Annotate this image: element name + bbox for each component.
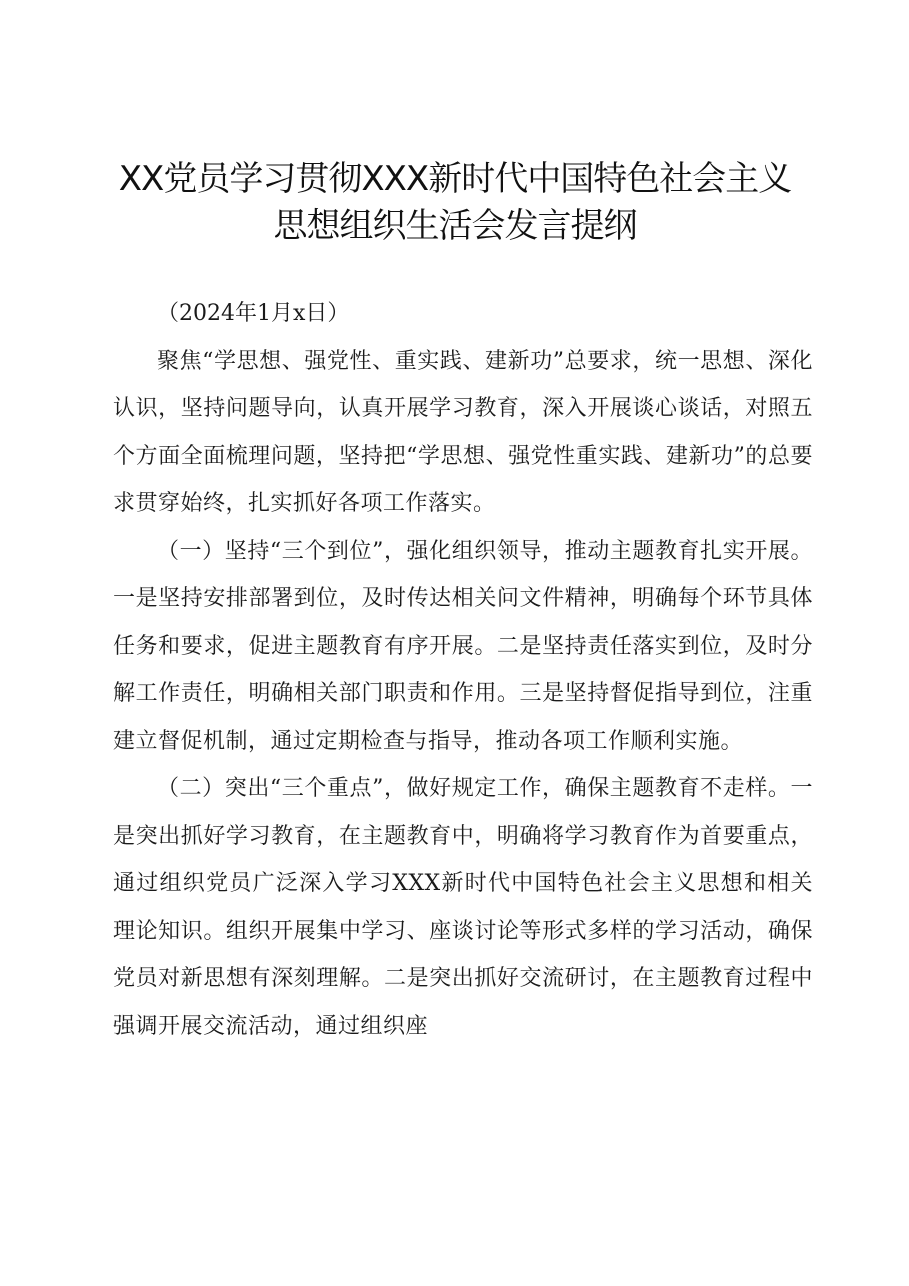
document-date: （2024年1月x日） [157, 301, 350, 326]
document-body [113, 290, 813, 1050]
title-line-1: XX党员学习贯彻XXX新时代中国特色社会主义 [118, 159, 792, 199]
document-title [90, 156, 820, 250]
paragraph-intro: 聚焦“学思想、强党性、重实践、建新功”总要求，统一思想、深化认识，坚持问题导向，认真开展学习教育，深入开展谈心谈话，对照五个方面全面梳理问题，坚持把“学思想、强党性重实践、建新功”的总要求贯穿始终，扎实抓好各项工作落实。 [113, 348, 813, 516]
paragraph-section-2: （二）突出“三个重点”，做好规定工作，确保主题教育不走样。一是突出抓好学习教育，在主题教育中，明确将学习教育作为首要重点，通过组织党员广泛深入学习XXX新时代中国特色社会主义思想和相关理论知识。组织开展集中学习、座谈讨论等形式多样的学习活动，确保党员对新思想有深刻理解。二是突出抓好交流研讨，在主题教育过程中强调开展交流活动，通过组织座 [113, 776, 813, 1039]
title-line-2: 思想组织生活会发言提纲 [273, 206, 637, 246]
paragraph-section-1: （一）坚持“三个到位”，强化组织领导，推动主题教育扎实开展。一是坚持安排部署到位，及时传达相关问文件精神，明确每个环节具体任务和要求，促进主题教育有序开展。二是坚持责任落实到位，及时分解工作责任，明确相关部门职责和作用。三是坚持督促指导到位，注重建立督促机制，通过定期检查与指导，推动各项工作顺利实施。 [113, 538, 813, 754]
